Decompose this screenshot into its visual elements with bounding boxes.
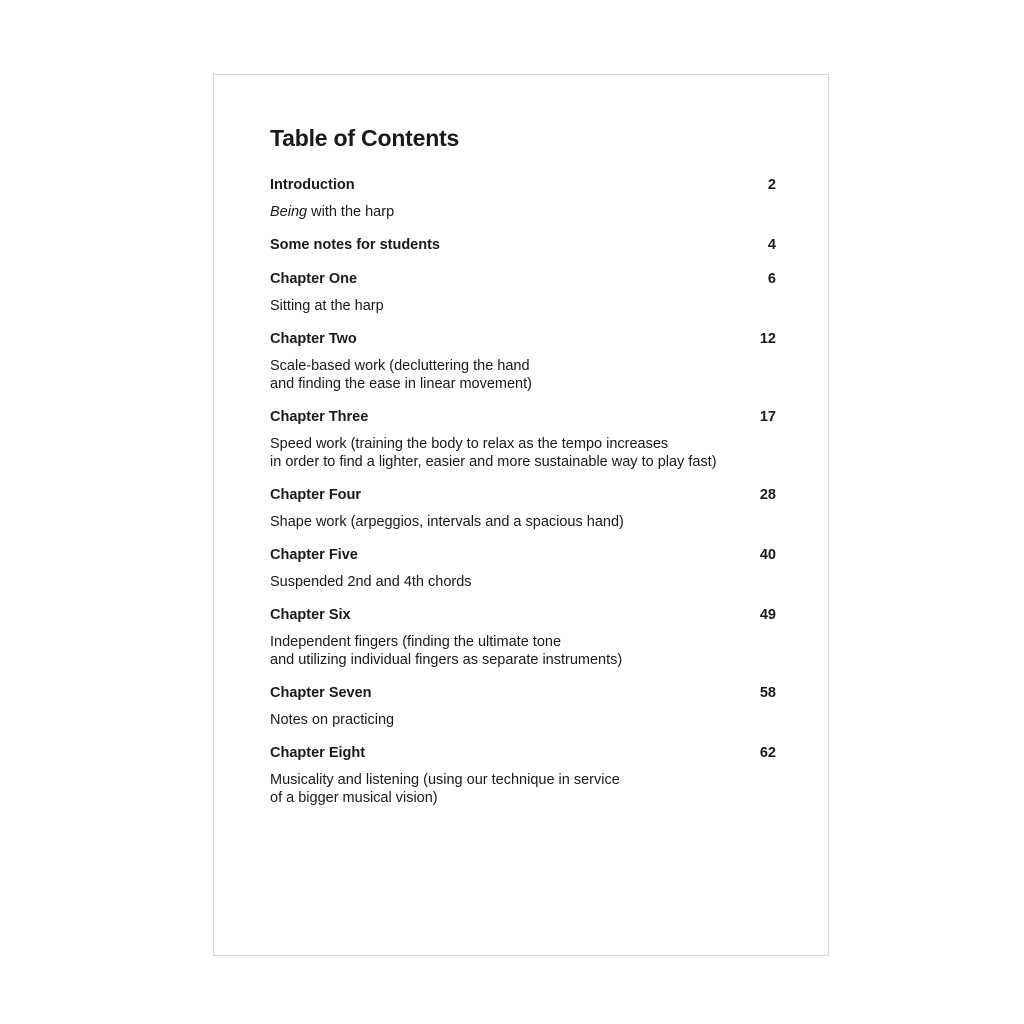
toc-entry-page: 4 (767, 237, 776, 253)
page-title: Table of Contents (270, 125, 460, 151)
toc-entry-heading: Chapter Five (270, 547, 358, 563)
toc-entry-description: Speed work (training the body to relax as the tempo increases in order to find a lighter, easier and more sustainable way to play fast) (270, 436, 717, 470)
toc-entry (270, 175, 776, 221)
toc-entry (270, 269, 776, 315)
toc-entry-page: 58 (759, 685, 776, 701)
toc-entry (270, 329, 776, 393)
toc-entry-page: 2 (767, 177, 776, 193)
toc-entry-page: 12 (759, 331, 776, 347)
toc-entry-description (270, 203, 776, 221)
toc-entry-page: 17 (759, 409, 776, 425)
toc-entry-heading: Chapter Eight (270, 745, 366, 761)
toc-entry-heading: Chapter Six (270, 607, 351, 623)
toc-entry-description: Independent fingers (finding the ultimate tone and utilizing individual fingers as separate instruments) (270, 634, 623, 668)
toc-entry-page: 28 (759, 487, 776, 503)
toc-entry (270, 743, 776, 807)
toc-entry-description: Suspended 2nd and 4th chords (270, 574, 472, 590)
toc-entry-description: Scale-based work (decluttering the hand and finding the ease in linear movement) (270, 358, 532, 392)
toc-entry-heading: Introduction (270, 177, 355, 193)
toc-entry (270, 485, 776, 531)
toc-entry-emphasis: Being (270, 204, 308, 220)
toc-entry (270, 407, 776, 471)
document-page (213, 74, 829, 956)
toc-entry-heading: Some notes for students (270, 237, 440, 253)
toc-content (270, 123, 776, 821)
toc-entry-heading: Chapter Three (270, 409, 369, 425)
toc-entry-heading: Chapter Four (270, 487, 362, 503)
toc-entry-page: 62 (759, 745, 776, 761)
toc-entry (270, 605, 776, 669)
toc-entry-page: 49 (759, 607, 776, 623)
toc-entry-description: Shape work (arpeggios, intervals and a spacious hand) (270, 514, 624, 530)
toc-entry-page: 6 (767, 271, 776, 287)
toc-entry (270, 235, 776, 255)
toc-entry-description-text: with the harp (307, 204, 395, 220)
toc-entry-page: 40 (759, 547, 776, 563)
toc-entry-heading: Chapter Two (270, 331, 357, 347)
toc-entry (270, 545, 776, 591)
toc-entry-heading: Chapter One (270, 271, 358, 287)
toc-entry-description: Sitting at the harp (270, 298, 384, 314)
toc-entry-description: Musicality and listening (using our technique in service of a bigger musical vision) (270, 772, 620, 806)
toc-entry-heading: Chapter Seven (270, 685, 372, 701)
toc-entry-description: Notes on practicing (270, 712, 395, 728)
toc-entry (270, 683, 776, 729)
